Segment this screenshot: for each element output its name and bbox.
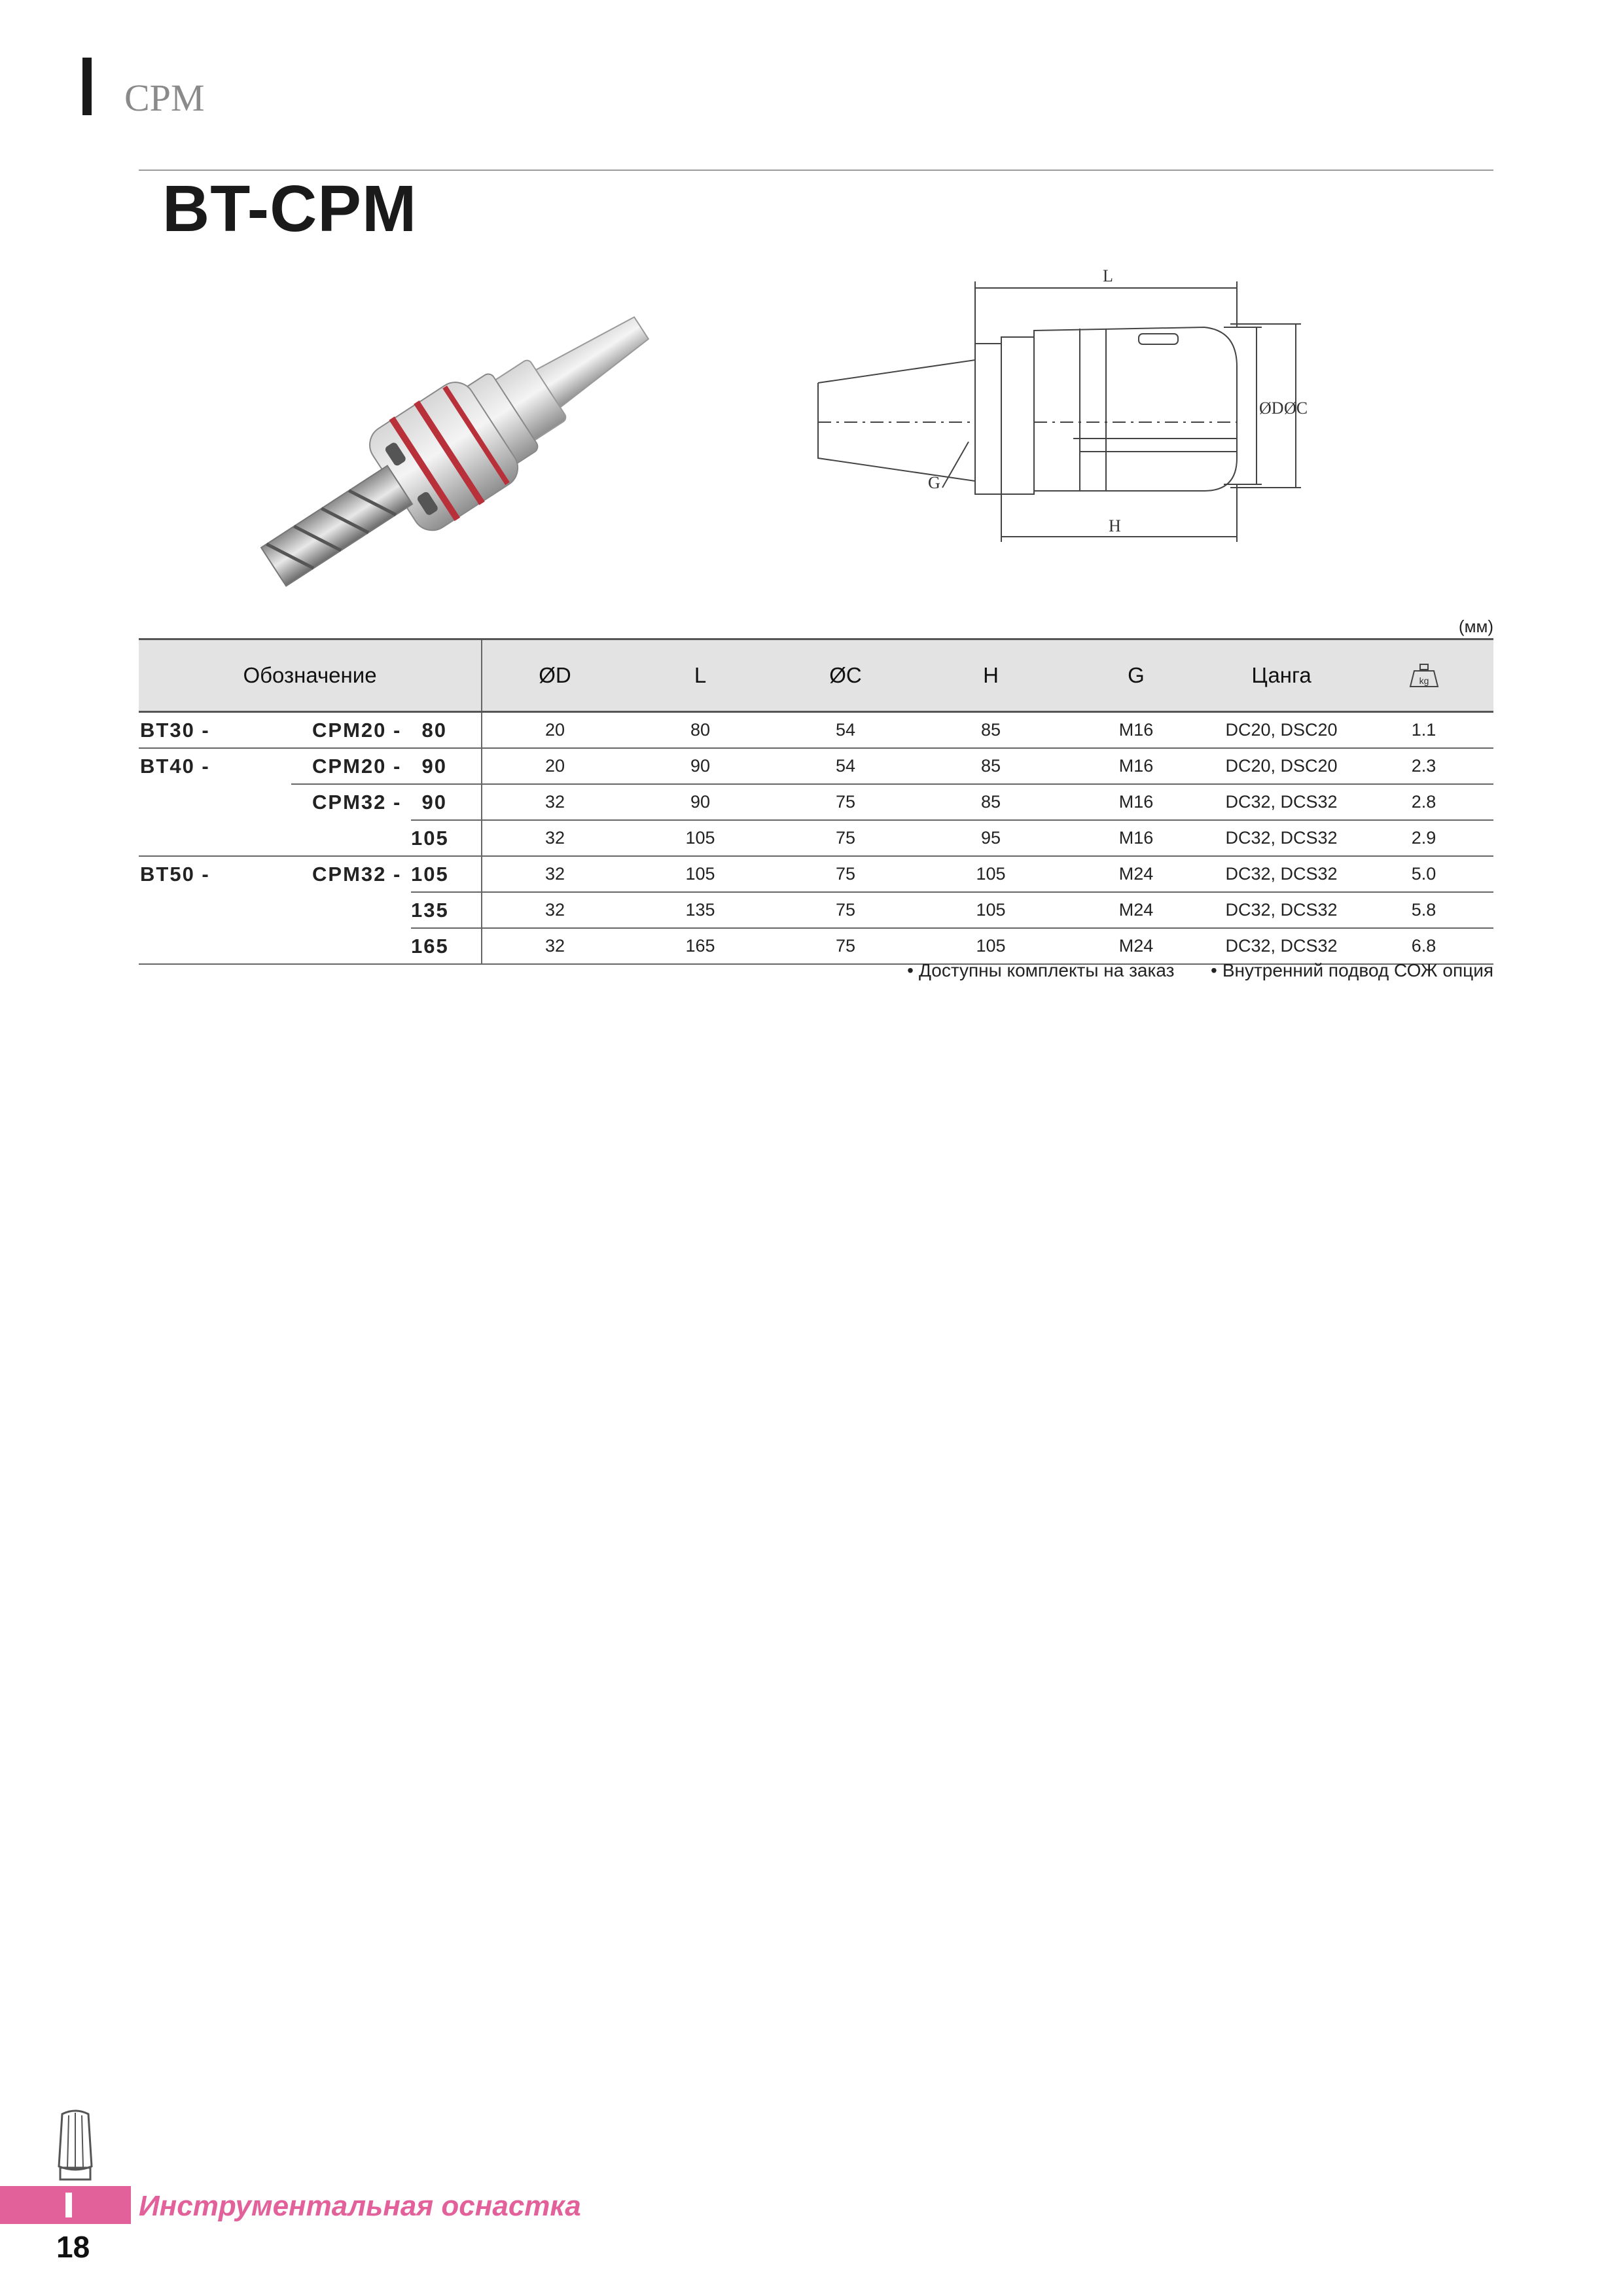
- cell-bt: BT40 -: [140, 755, 210, 778]
- label-G: G: [928, 473, 940, 492]
- cell-d: 32: [482, 928, 628, 964]
- cell-size: 135: [411, 892, 482, 928]
- cell-c: 75: [773, 784, 918, 820]
- header-collet: Цанга: [1209, 639, 1354, 712]
- header-divider: [139, 170, 1493, 171]
- cell-bt: [139, 928, 291, 964]
- cell-bt: [139, 784, 291, 820]
- cell-bt: [139, 820, 291, 856]
- cell-collet: DC20, DSC20: [1209, 712, 1354, 749]
- cell-h: 85: [918, 748, 1063, 784]
- page-number: 18: [56, 2230, 90, 2264]
- cell-h: 85: [918, 784, 1063, 820]
- table-row: [139, 820, 1493, 856]
- page-title: BT-CPM: [162, 172, 418, 245]
- cell-c: 54: [773, 748, 918, 784]
- cell-cpm: [291, 820, 411, 856]
- label-L: L: [1103, 266, 1113, 285]
- cell-c: 75: [773, 928, 918, 964]
- cell-g: M24: [1063, 856, 1209, 892]
- cell-l: 90: [628, 784, 773, 820]
- cell-collet: DC32, DCS32: [1209, 892, 1354, 928]
- cell-g: M24: [1063, 892, 1209, 928]
- cell-bt: [139, 892, 291, 928]
- cell-cpm: [291, 892, 411, 928]
- cell-weight: 2.8: [1354, 784, 1493, 820]
- section-marker: [82, 58, 92, 115]
- cell-cpm: CPM20 -: [291, 748, 411, 784]
- technical-drawing: [798, 262, 1322, 550]
- section-label: CPM: [124, 77, 205, 119]
- cell-c: 75: [773, 820, 918, 856]
- header-h: H: [918, 639, 1063, 712]
- cell-c: 75: [773, 856, 918, 892]
- cell-cpm: CPM32 -: [312, 791, 402, 814]
- table-notes: [907, 960, 1493, 981]
- cell-c: 54: [773, 712, 918, 749]
- header-c: ØC: [773, 639, 918, 712]
- cell-size: 80: [411, 712, 482, 749]
- cell-h: 85: [918, 712, 1063, 749]
- table-row: [139, 892, 1493, 928]
- cell-d: 20: [482, 748, 628, 784]
- units-label: (мм): [1458, 617, 1493, 636]
- weight-icon: [1409, 663, 1439, 689]
- note-coolant: Внутренний подвод СОЖ опция: [1222, 960, 1493, 980]
- table-row: [139, 784, 1493, 820]
- cell-weight: 2.9: [1354, 820, 1493, 856]
- cell-h: 95: [918, 820, 1063, 856]
- cell-weight: 5.0: [1354, 856, 1493, 892]
- cell-h: 105: [918, 892, 1063, 928]
- label-C: ØC: [1284, 399, 1308, 418]
- cell-d: 32: [482, 820, 628, 856]
- cell-g: M24: [1063, 928, 1209, 964]
- cell-l: 80: [628, 712, 773, 749]
- cell-bt: BT50 -: [140, 863, 210, 886]
- cell-g: M16: [1063, 748, 1209, 784]
- cell-size: 105: [411, 820, 482, 856]
- cell-l: 135: [628, 892, 773, 928]
- collet-icon: [46, 2108, 105, 2186]
- footer-title: Инструментальная оснастка: [139, 2190, 581, 2222]
- label-D: ØD: [1259, 399, 1284, 418]
- cell-size: 90: [411, 784, 482, 820]
- tool-holder-photo: [216, 268, 726, 609]
- cell-g: M16: [1063, 712, 1209, 749]
- cell-d: 32: [482, 892, 628, 928]
- table-row: [139, 748, 1493, 784]
- weight-icon-label: kg: [1419, 675, 1429, 686]
- cell-collet: DC32, DCS32: [1209, 856, 1354, 892]
- cell-size: 105: [411, 856, 482, 892]
- cell-l: 165: [628, 928, 773, 964]
- header-weight: [1354, 639, 1493, 712]
- label-H: H: [1109, 516, 1121, 535]
- cell-l: 105: [628, 820, 773, 856]
- cell-collet: DC32, DCS32: [1209, 928, 1354, 964]
- table-row: [139, 712, 1493, 749]
- cell-weight: 1.1: [1354, 712, 1493, 749]
- cell-h: 105: [918, 856, 1063, 892]
- header-g: G: [1063, 639, 1209, 712]
- cell-weight: 2.3: [1354, 748, 1493, 784]
- header-d: ØD: [482, 639, 628, 712]
- bullet: •: [907, 960, 914, 980]
- cell-h: 105: [918, 928, 1063, 964]
- cell-l: 105: [628, 856, 773, 892]
- cell-c: 75: [773, 892, 918, 928]
- table-header-row: [139, 639, 1493, 712]
- note-kits: Доступны комплекты на заказ: [918, 960, 1175, 980]
- cell-weight: 6.8: [1354, 928, 1493, 964]
- cell-size: 90: [411, 748, 482, 784]
- footer-marker: [65, 2193, 72, 2217]
- cell-cpm: [291, 928, 411, 964]
- cell-collet: DC32, DCS32: [1209, 784, 1354, 820]
- cell-collet: DC20, DSC20: [1209, 748, 1354, 784]
- cell-size: 165: [411, 928, 482, 964]
- table-row: [139, 856, 1493, 892]
- cell-cpm: CPM20 -: [291, 712, 411, 749]
- cell-d: 32: [482, 856, 628, 892]
- cell-bt: BT30 -: [139, 712, 291, 749]
- cell-weight: 5.8: [1354, 892, 1493, 928]
- table-row: [139, 928, 1493, 964]
- cell-g: M16: [1063, 820, 1209, 856]
- cell-cpm: CPM32 -: [312, 863, 402, 886]
- cell-collet: DC32, DCS32: [1209, 820, 1354, 856]
- spec-table: [139, 638, 1493, 965]
- bullet: •: [1211, 960, 1217, 980]
- cell-l: 90: [628, 748, 773, 784]
- cell-g: M16: [1063, 784, 1209, 820]
- cell-d: 32: [482, 784, 628, 820]
- header-l: L: [628, 639, 773, 712]
- header-designation: Обозначение: [139, 639, 482, 712]
- cell-d: 20: [482, 712, 628, 749]
